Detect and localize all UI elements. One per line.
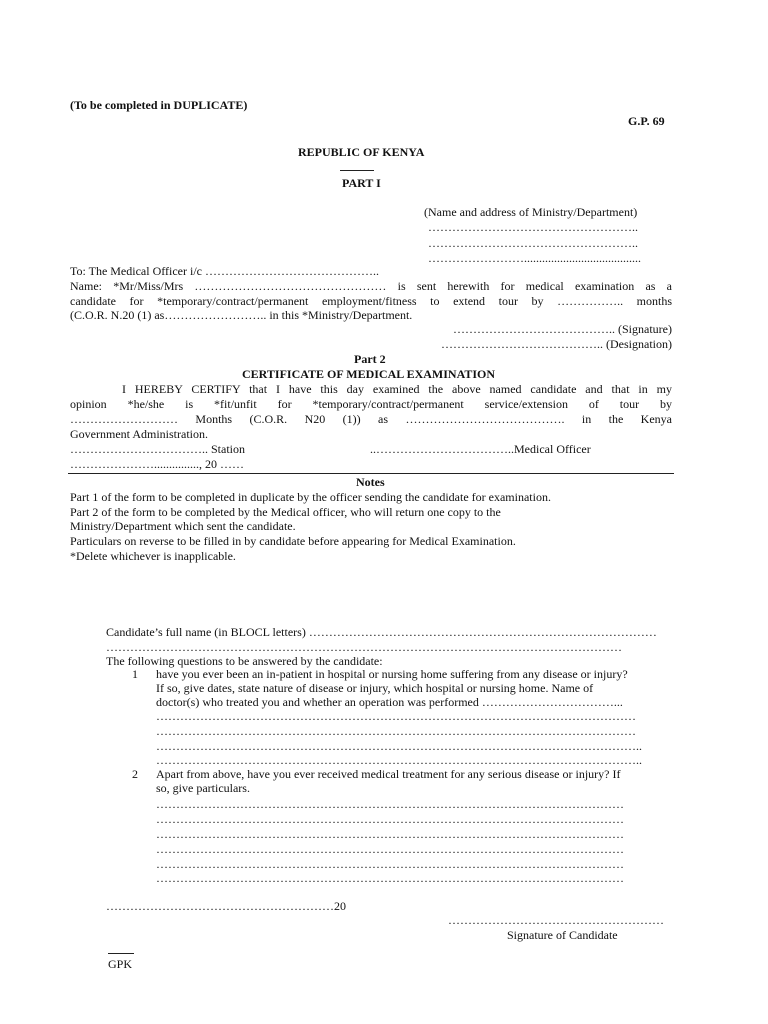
question-1-answer-line-4: ………………………………………………………………………………………………………….. (156, 753, 642, 767)
ministry-line-2: …………………………………………….. (428, 236, 638, 250)
question-1-line-2: If so, give dates, state nature of disease or injury, which hospital or nursing home. Name of (156, 681, 594, 695)
certificate-line-4: Government Administration. (70, 427, 208, 441)
certificate-line-1: I HEREBY CERTIFY that I have this day examined the above named candidate and that in my (122, 382, 672, 396)
title-rule (340, 170, 374, 171)
question-2-number: 2 (132, 767, 138, 781)
question-2-line-1: Apart from above, have you ever received medical treatment for any serious disease or injury? If (156, 767, 621, 781)
question-1-answer-line-2: ………………………………………………………………………………………………………… (156, 724, 636, 738)
question-2-answer-line-4: ……………………………………………………………………………………………………… (156, 842, 624, 856)
duplicate-note: (To be completed in DUPLICATE) (70, 98, 248, 112)
station-line: …………………………….. Station (70, 442, 246, 456)
signature-line: ………………………………….. (Signature) (453, 322, 672, 336)
question-2-answer-line-3: ……………………………………………………………………………………………………… (156, 827, 624, 841)
candidate-line: candidate for *temporary/contract/permanent employment/fitness to extend tour by …………….. months (70, 294, 672, 308)
ministry-line-1: …………………………………………….. (428, 220, 638, 234)
footer-rule (108, 953, 134, 954)
question-1-answer-line-3: ………………………………………………………………………………………………………….. (156, 739, 642, 753)
question-1-number: 1 (132, 667, 138, 681)
note-line-3: Ministry/Department which sent the candidate. (70, 519, 296, 533)
certificate-title: CERTIFICATE OF MEDICAL EXAMINATION (242, 367, 496, 381)
full-name-label: Candidate’s full name (in BLOCL letters) …………………………………………………………………………… (106, 625, 657, 639)
question-2-line-2: so, give particulars. (156, 781, 250, 795)
name-line: Name: *Mr/Miss/Mrs ………………………………………… is sent herewith for medical examination as a (70, 279, 672, 293)
full-name-continuation: ………………………………………………………………………………………………………………… (106, 640, 622, 654)
notes-title: Notes (356, 475, 385, 489)
note-line-5: *Delete whichever is inapplicable. (70, 549, 236, 563)
cor-line: (C.O.R. N.20 (1) as…………………….. in this *Ministry/Department. (70, 308, 413, 322)
question-1-line-1: have you ever been an in-patient in hospital or nursing home suffering from any disease or injury? (156, 667, 628, 681)
part1-title: PART I (342, 176, 381, 190)
republic-heading: REPUBLIC OF KENYA (298, 145, 425, 159)
certificate-line-3: ……………………… Months (C.O.R. N20 (1)) as …………………………………. in the Kenya (70, 412, 672, 426)
designation-line: ………………………………….. (Designation) (441, 337, 672, 351)
part2-title: Part 2 (354, 352, 386, 366)
question-2-answer-line-6: ……………………………………………………………………………………………………… (156, 871, 624, 885)
question-2-answer-line-1: ……………………………………………………………………………………………………… (156, 797, 624, 811)
to-line: To: The Medical Officer i/c …………………………………….. (70, 264, 379, 278)
printer-mark: GPK (108, 957, 133, 971)
candidate-signature-label: Signature of Candidate (507, 928, 618, 942)
candidate-signature-dots: ……………………………………………… (448, 913, 664, 927)
question-1-answer-line-1: ………………………………………………………………………………………………………… (156, 709, 636, 723)
candidate-date-line: …………………………………………………20 (106, 899, 346, 913)
certificate-line-2: opinion *he/she is *fit/unfit for *temporary/contract/permanent service/extension of tour by (70, 397, 672, 411)
note-line-2: Part 2 of the form to be completed by the Medical officer, who will return one copy to the (70, 505, 501, 519)
question-2-answer-line-2: ……………………………………………………………………………………………………… (156, 812, 624, 826)
questions-intro: The following questions to be answered by the candidate: (106, 654, 383, 668)
certificate-date-line: …………………..............., 20 …… (70, 457, 244, 471)
medical-officer-line: ..……………………………..Medical Officer (370, 442, 591, 456)
ministry-line-3: ……………………....................................... (428, 251, 641, 265)
ministry-label: (Name and address of Ministry/Department) (424, 205, 638, 219)
note-line-1: Part 1 of the form to be completed in duplicate by the officer sending the candidate for examination. (70, 490, 551, 504)
question-2-answer-line-5: ……………………………………………………………………………………………………… (156, 857, 624, 871)
question-1-line-3: doctor(s) who treated you and whether an operation was performed ……………………………... (156, 695, 623, 709)
form-code: G.P. 69 (628, 114, 665, 128)
notes-divider (68, 473, 674, 474)
note-line-4: Particulars on reverse to be filled in by candidate before appearing for Medical Examination. (70, 534, 516, 548)
